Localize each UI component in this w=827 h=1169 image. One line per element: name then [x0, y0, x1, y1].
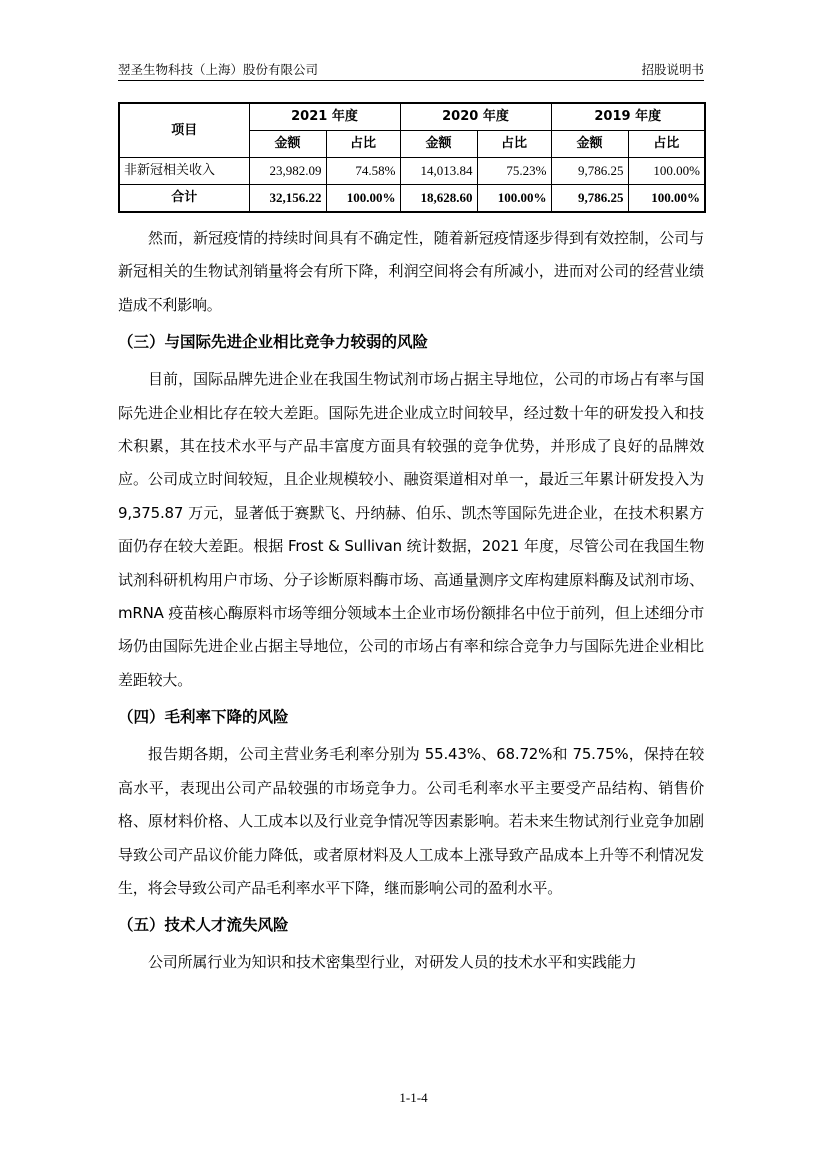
row-label: 非新冠相关收入	[119, 158, 249, 185]
amount-header: 金额	[551, 131, 628, 158]
ratio-header: 占比	[628, 131, 705, 158]
table-cell: 100.00%	[477, 185, 551, 213]
paragraph-gross-margin: 报告期各期，公司主营业务毛利率分别为 55.43%、68.72%和 75.75%，保持在较高水平，表现出公司产品较强的市场竞争力。公司毛利率水平主要受产品结构、销售价格、原材料价格、人工成本以及行业竞争情况等因素影响。若未来生物试剂行业竞争加剧导致公司产品议价能力降低，或者原材料及人工成本上涨导致产品成本上升等不利情况发生，将会导致公司产品毛利率水平下降，继而影响公司的盈利水平。	[118, 745, 704, 897]
section-heading-5: （五）技术人才流失风险	[118, 916, 289, 935]
section-heading-3: （三）与国际先进企业相比竞争力较弱的风险	[118, 333, 429, 352]
table-row	[119, 158, 705, 185]
company-name: 翌圣生物科技（上海）股份有限公司	[118, 62, 319, 77]
year-header-2021: 2021 年度	[249, 103, 400, 131]
document-type: 招股说明书	[641, 62, 704, 77]
table-cell: 32,156.22	[249, 185, 326, 213]
table-cell: 100.00%	[628, 185, 705, 213]
table-cell: 9,786.25	[551, 158, 628, 185]
revenue-table	[118, 102, 706, 213]
section-heading-4: （四）毛利率下降的风险	[118, 708, 289, 727]
total-label: 合计	[119, 185, 249, 213]
item-header: 项目	[119, 103, 249, 158]
table-cell: 9,786.25	[551, 185, 628, 213]
page-number: 1-1-4	[399, 1090, 428, 1105]
table-cell: 74.58%	[326, 158, 400, 185]
amount-header: 金额	[249, 131, 326, 158]
table-cell: 18,628.60	[400, 185, 477, 213]
body-text	[118, 222, 704, 980]
table-cell: 14,013.84	[400, 158, 477, 185]
ratio-header: 占比	[477, 131, 551, 158]
total-row	[119, 185, 705, 213]
table-cell: 100.00%	[326, 185, 400, 213]
paragraph-covid-uncertainty: 然而，新冠疫情的持续时间具有不确定性，随着新冠疫情逐步得到有效控制，公司与新冠相关的生物试剂销量将会有所下降，利润空间将会有所减小，进而对公司的经营业绩造成不利影响。	[118, 229, 704, 314]
amount-header: 金额	[400, 131, 477, 158]
page-header	[118, 58, 704, 81]
table-cell: 75.23%	[477, 158, 551, 185]
table-cell: 23,982.09	[249, 158, 326, 185]
year-header-2020: 2020 年度	[400, 103, 551, 131]
year-header-2019: 2019 年度	[551, 103, 705, 131]
paragraph-talent: 公司所属行业为知识和技术密集型行业，对研发人员的技术水平和实践能力	[148, 953, 637, 972]
paragraph-competition: 目前，国际品牌先进企业在我国生物试剂市场占据主导地位，公司的市场占有率与国际先进企业相比存在较大差距。国际先进企业成立时间较早，经过数十年的研发投入和技术积累，其在技术水平与产品丰富度方面具有较强的竞争优势，并形成了良好的品牌效应。公司成立时间较短，且企业规模较小、融资渠道相对单一，最近三年累计研发投入为 9,375.87 万元，显著低于赛默飞、丹纳赫、伯乐、凯杰等国际先进企业，在技术积累方面仍存在较大差距。根据 Frost & Sullivan 统计数据，2021 年度，尽管公司在我国生物试剂科研机构用户市场、分子诊断原料酶市场、高通量测序文库构建原料酶及试剂市场、mRNA 疫苗核心酶原料市场等细分领域本土企业市场份额排名中位于前列，但上述细分市场仍由国际先进企业占据主导地位，公司的市场占有率和综合竞争力与国际先进企业相比差距较大。	[118, 370, 704, 689]
ratio-header: 占比	[326, 131, 400, 158]
table-cell: 100.00%	[628, 158, 705, 185]
